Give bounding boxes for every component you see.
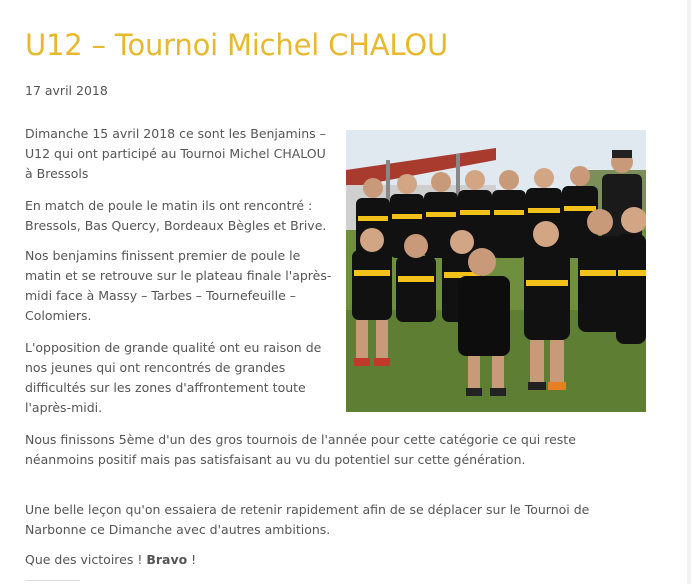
closing-text: Que des victoires ! xyxy=(25,552,147,567)
post-date: 17 avril 2018 xyxy=(25,83,108,98)
paragraph-final-plateau: Nos benjamins finissent premier de poule le matin et se retrouve sur le plateau finale l'après-midi face à Massy – Tarbes – Tournefeuille – Colomiers. xyxy=(25,248,332,323)
paragraph-opposition: L'opposition de grande qualité ont eu raison de nos jeunes qui ont rencontrés de grandes difficultés sur les zones d'affrontement toute l'après-midi. xyxy=(25,340,322,415)
closing-end: ! xyxy=(187,552,197,567)
team-photo-graphic xyxy=(346,130,646,412)
paragraph-result: Nous finissons 5ème d'un des gros tournois de l'année pour cette catégorie ce qui reste néanmoins positif mais pas satisfaisant au vu du potentiel sur cette génération. xyxy=(25,432,576,467)
paragraph-next-tournament: Une belle leçon qu'on essaiera de retenir rapidement afin de se déplacer sur le Tournoi de Narbonne ce Dimanche avec d'autres ambitions. xyxy=(25,502,590,537)
team-photo[interactable] xyxy=(346,130,646,412)
paragraph-pool-matches: En match de poule le matin ils ont rencontré : Bressols, Bas Quercy, Bordeaux Bègles et Brive. xyxy=(25,198,327,233)
content-separator xyxy=(25,580,80,581)
scrollbar-track[interactable] xyxy=(687,0,691,584)
post-title[interactable]: U12 – Tournoi Michel CHALOU xyxy=(25,28,448,62)
closing-bravo: Bravo xyxy=(146,552,188,567)
paragraph-intro: Dimanche 15 avril 2018 ce sont les Benjamins – U12 qui ont participé au Tournoi Michel CHALOU à Bressols xyxy=(25,126,326,181)
paragraph-closing xyxy=(25,550,625,570)
